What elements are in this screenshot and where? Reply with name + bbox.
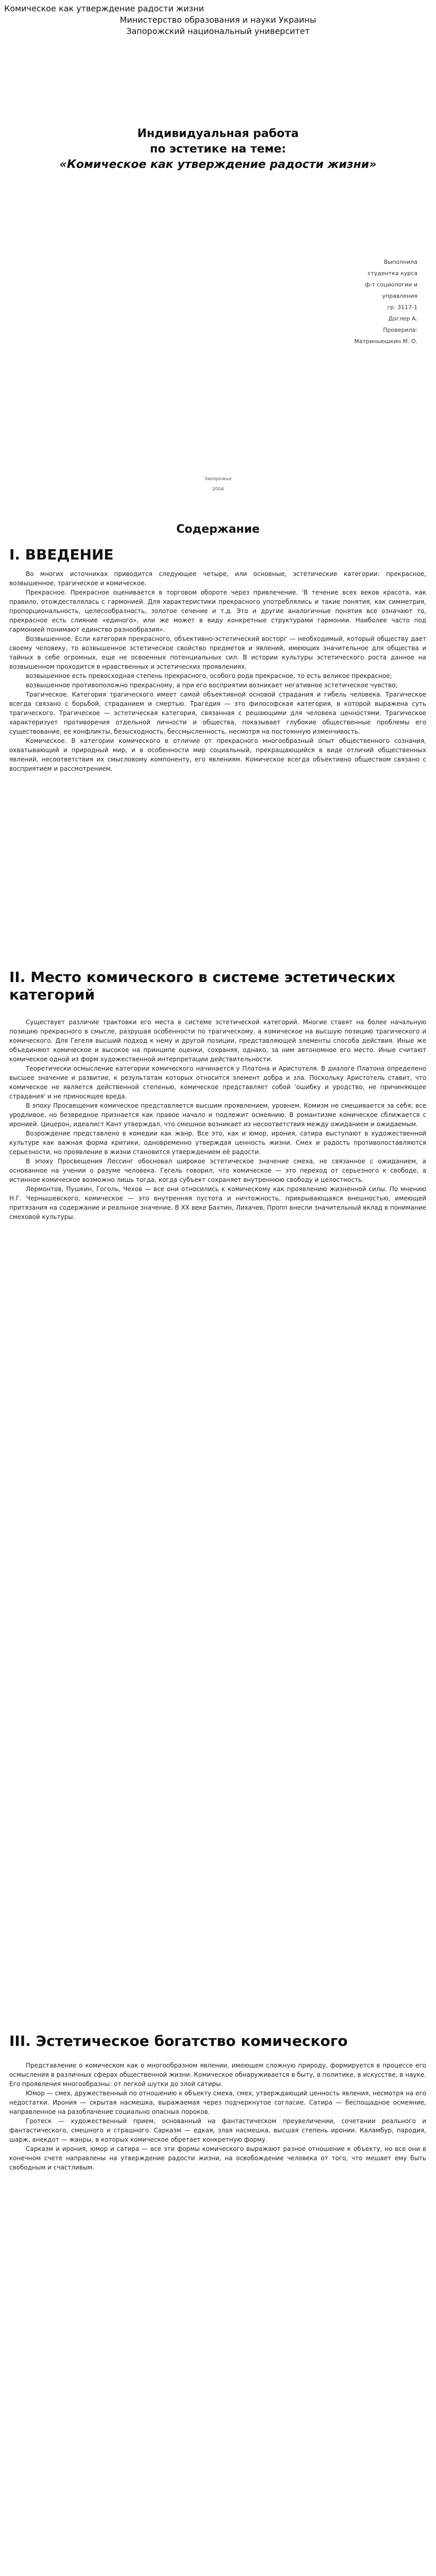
paragraph: Во многих источниках приводится следующее четыре, или основные, эстетические категории: прекрасное, возвышенное, трагическое и комическое.	[9, 570, 426, 587]
signature-line: Проверила:	[383, 327, 417, 333]
signature-line: Матриньюшкин М. О.	[354, 338, 417, 345]
paragraph: Теоретически осмысление категории комического начинается у Платона и Аристотеля. В диалоге Платона определено высшее значение и развитие, к результатам которых относится элемент добра и зла. Поскольку Аристотель ставит, что комическое не является действенной степенью, комическое представляет собой 'ошибку и уродство, не причиняющее страдания' и не приносящее вреда.	[9, 1065, 426, 1100]
paragraph: Существует различие трактовки его места в системе эстетической категорий. Многие ставят на более начальную позицию прекрасного в смысле, разрушая особенности по трагическому, а комическое на высшую позицию трагического и комического. Для Гегеля высший подход к нему и другой позиции, представляющей элементы способа действия. Иные же объединяют комическое и высокое на принципе оценки, сохраняя, однако, за ним автономное его место. Иные считают комическое одной из форм художественной интерпретации действительности.	[9, 1019, 426, 1063]
paragraph: Представление о комическом как о многообразном явлении, имеющем сложную природу, формируется в процессе его осмысления в различных сферах общественной жизни. Комическое обнаруживается в быту, в политике, в искусстве, в науке. Его проявления многообразны: от легкой шутки до злой сатиры.	[9, 2062, 426, 2088]
paragraph: Трагическое. Категория трагического имеет самой объективной основой страдания и гибель человека. Трагическое всегда связано с борьбой, страданием и смертью. Трагедия — это философская категория, в которой выражена суть трагического. Трагическое — эстетическая категория, связанная с решающими для человека ценностями. Трагическое характеризует противоречия отдельной личности и общества, показывает глубокие общественные проблемы его существование, ее конфликты, безысходность, бессмысленность, несмотря на постоянную изменчивость.	[9, 691, 426, 735]
paragraph: Возвышенное. Если категория прекрасного, объективно-эстетический восторг — необходимый, который обществу дает своему человеку, то возвышенное эстетическое свойство предметов и явлений, имеющих значительное для общества и тайных в себе огромных, еще не освоенных потенциальных сил. В истории культуры эстетического роста данное на возвышенном проходится в нравственных и эстетических проявлениях.	[9, 635, 426, 670]
section-title: II. Место комического в системе эстетических категорий	[9, 969, 396, 1003]
title-topic: «Комическое как утверждение радости жизни»	[59, 158, 377, 171]
city-label: Запорожье	[204, 477, 232, 482]
paragraph: В эпоху Просвещения комическое представляется высшим проявлением, уровнем. Комизм не смешивается за себя; все уродливое, но безвредное признается как правое начало и подлежит осмеянию. В романтизме комическое сближается с иронией. Цицерон, идеалист Кант утверждал, что смешное возникает из несоответствия между ожиданием и ожидаемым.	[9, 1102, 426, 1128]
title-line-1: Индивидуальная работа	[137, 127, 299, 140]
signature-line: студентка курса	[368, 270, 417, 277]
paragraph: Сарказм и ирония, юмор и сатира — все эти формы комического выражают разное отношение к объекту, но все они в конечном счете направлены на утверждение радости жизни, на освобождение человека от того, что мешает ему быть свободным и счастливым.	[9, 2145, 426, 2171]
year-label: 2004	[212, 487, 224, 492]
paragraph: возвышенное есть превосходная степень прекрасного, особого рода прекрасное, то есть великое прекрасное;	[26, 672, 392, 680]
paragraph: Юмор — смех, дружественный по отношению к объекту смеха, смех, утверждающий ценность явления, несмотря на его недостатки. Ирония — скрытая насмешка, выражаемая через подчеркнутое согласие. Сатира — беспощадное осмеяние, направленное на разоблачение социально опасных пороков.	[9, 2090, 426, 2115]
title-line-2: по эстетике на теме:	[150, 143, 286, 156]
section-title: I. ВВЕДЕНИЕ	[9, 546, 114, 563]
header-university: Запорожский национальный университет	[126, 26, 310, 36]
section-body	[9, 569, 426, 773]
section-body	[9, 1018, 426, 1222]
paragraph: Комическое. В категории комического в отличие от прекрасного многообразный опыт общественного сознания, охватывающий и природный мир, и в особенности мир социальный, прекращающийся в виде отличий общественных явлений, несоответствия их смысловому компоненту, его явлениям. Комическое всегда объективно обществом связано с восприятием и рассмотрением.	[9, 737, 426, 772]
paragraph: Лермонтов, Пушкин, Гоголь, Чехов — все они относились к комическому как проявлению жизненной силы. По мнению Н.Г. Чернышевского, комическое — это внутренняя пустота и ничтожность, прикрывающаяся внешностью, имеющей притязания на содержание и реальное значение. В XX веке Бахтин, Лихачев, Пропп внесли значительный вклад в понимание смеховой культуры.	[9, 1185, 426, 1221]
paragraph: Прекрасное. Прекрасное оценивается в торговом обороте через привлечение. 'В течение всех веков красота, как правило, отождествлялась с гармонией. Для характеристики прекрасного употреблялись и такие понятия, как симметрия, пропорциональность, целесообразность, золотое сечение и т.д. Это и другие аналогичные понятия все означают то, прекрасное есть слияние «единого», или же может в виду конкретные структурами гармонии. Наиболее часто под гармонией понимают единство разнообразия».	[9, 589, 426, 633]
paragraph: В эпоху Просвещения Лессинг обосновал широкое эстетическое значение смеха, не связанное с ожиданием, а основанное на учении о разуме человека. Гегель говорил, что комическое — это переход от серьезного к свободе, а истинное комическое возможно лишь тогда, когда субъект сохраняет внутреннюю свободу и целостность.	[9, 1158, 426, 1183]
header-ministry: Министерство образования и науки Украины	[119, 15, 317, 25]
paragraph: Возрождение представлено в комедии как жанр. Все это, как и юмор, ирония, сатира выступают в художественной культуре как важная форма критики, одновременно утверждая ценность жизни. Смех и радость противопоставляются серьезности, но проявление в жизни становится утверждением её радости.	[9, 1130, 426, 1156]
signature-line: Выполнила	[383, 259, 417, 265]
header-topic: Комическое как утверждение радости жизни	[4, 4, 204, 13]
signature-line: Доглер А.	[388, 315, 417, 322]
document-header	[0, 3, 436, 37]
paragraph: возвышенное противоположно прекрасному, а при его восприятии возникает негативное эстетическое чувство;	[26, 682, 398, 689]
title-block	[21, 126, 415, 173]
signature-line: гр. 3117-1	[387, 304, 417, 311]
signature-line: ф-т социологии и	[365, 281, 417, 288]
toc-title: Содержание	[176, 523, 260, 536]
signature-block	[345, 257, 417, 347]
signature-line: управления	[382, 293, 417, 299]
section-title: III. Эстетическое богатство комического	[9, 2032, 348, 2049]
section-body	[9, 2061, 426, 2172]
paragraph: Гротеск — художественный прием, основанный на фантастическом преувеличении, сочетании реального и фантастического, смешного и страшного. Сарказм — едкая, злая насмешка, высшая степень иронии. Каламбур, пародия, шарж, анекдот — жанры, в которых комическое обретает конкретную форму.	[9, 2117, 426, 2143]
